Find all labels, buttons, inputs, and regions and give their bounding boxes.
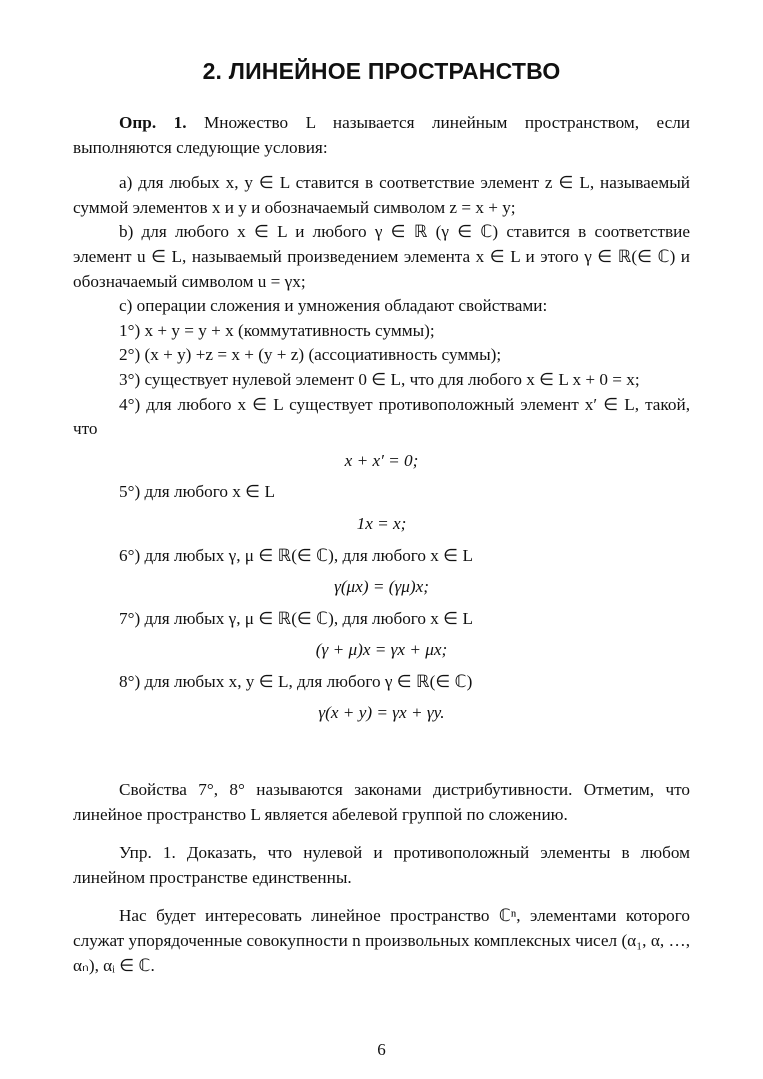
property-8-formula: γ(x + y) = γx + γy. bbox=[318, 703, 445, 723]
definition-label: Опр. 1. bbox=[119, 113, 187, 132]
property-4: 4°) для любого x ∈ L существует противоположный элемент x′ ∈ L, такой, что bbox=[73, 394, 690, 439]
property-7-formula: (γ + μ)x = γx + μx; bbox=[315, 640, 448, 660]
page-number: 6 bbox=[377, 1040, 386, 1059]
property-4-formula: x + x′ = 0; bbox=[344, 450, 419, 470]
definition-text: Множество L называется линейным пространством, если выполняются следующие условия: bbox=[73, 113, 691, 157]
condition-b: b) для любого x ∈ L и любого γ ∈ ℝ (γ ∈ ℂ) ставится в соответствие элемент u ∈ L, называемый произведением элемента x ∈ L и этого γ ∈ ℝ(∈ ℂ) и обозначаемый символом u = γx; bbox=[73, 222, 690, 291]
condition-c: с) операции сложения и умножения обладают свойствами: bbox=[119, 296, 548, 316]
complex-space-paragraph: Нас будет интересовать линейное пространство ℂⁿ, элементами которого служат упорядоченные совокупности n произвольных комплексных чисел (α₁, α, …, αₙ), αᵢ ∈ ℂ. bbox=[73, 906, 690, 975]
property-3: 3°) существует нулевой элемент 0 ∈ L, что для любого x ∈ L x + 0 = x; bbox=[119, 369, 640, 389]
property-5: 5°) для любого x ∈ L bbox=[119, 482, 275, 502]
property-5-formula: 1x = x; bbox=[356, 513, 407, 533]
property-1: 1°) x + y = y + x (коммутативность суммы); bbox=[119, 320, 435, 340]
property-8: 8°) для любых x, y ∈ L, для любого γ ∈ ℝ(∈ ℂ) bbox=[119, 671, 473, 691]
condition-a: а) для любых x, y ∈ L ставится в соответствие элемент z ∈ L, называемый суммой элементов x и y и обозначаемый символом z = x + y; bbox=[73, 173, 690, 217]
distributivity-remark: Свойства 7°, 8° называются законами дистрибутивности. Отметим, что линейное пространство L является абелевой группой по сложению. bbox=[73, 780, 690, 824]
property-7: 7°) для любых γ, μ ∈ ℝ(∈ ℂ), для любого x ∈ L bbox=[119, 608, 473, 628]
property-6: 6°) для любых γ, μ ∈ ℝ(∈ ℂ), для любого x ∈ L bbox=[119, 545, 473, 565]
property-6-formula: γ(μx) = (γμ)x; bbox=[334, 577, 429, 597]
property-2: 2°) (x + y) +z = x + (y + z) (ассоциативность суммы); bbox=[119, 345, 502, 365]
exercise-1: Упр. 1. Доказать, что нулевой и противоположный элементы в любом линейном пространстве единственны. bbox=[73, 843, 690, 887]
definition-paragraph bbox=[73, 111, 690, 160]
section-title: 2. ЛИНЕЙНОЕ ПРОСТРАНСТВО bbox=[202, 58, 561, 84]
page-content bbox=[73, 40, 690, 978]
